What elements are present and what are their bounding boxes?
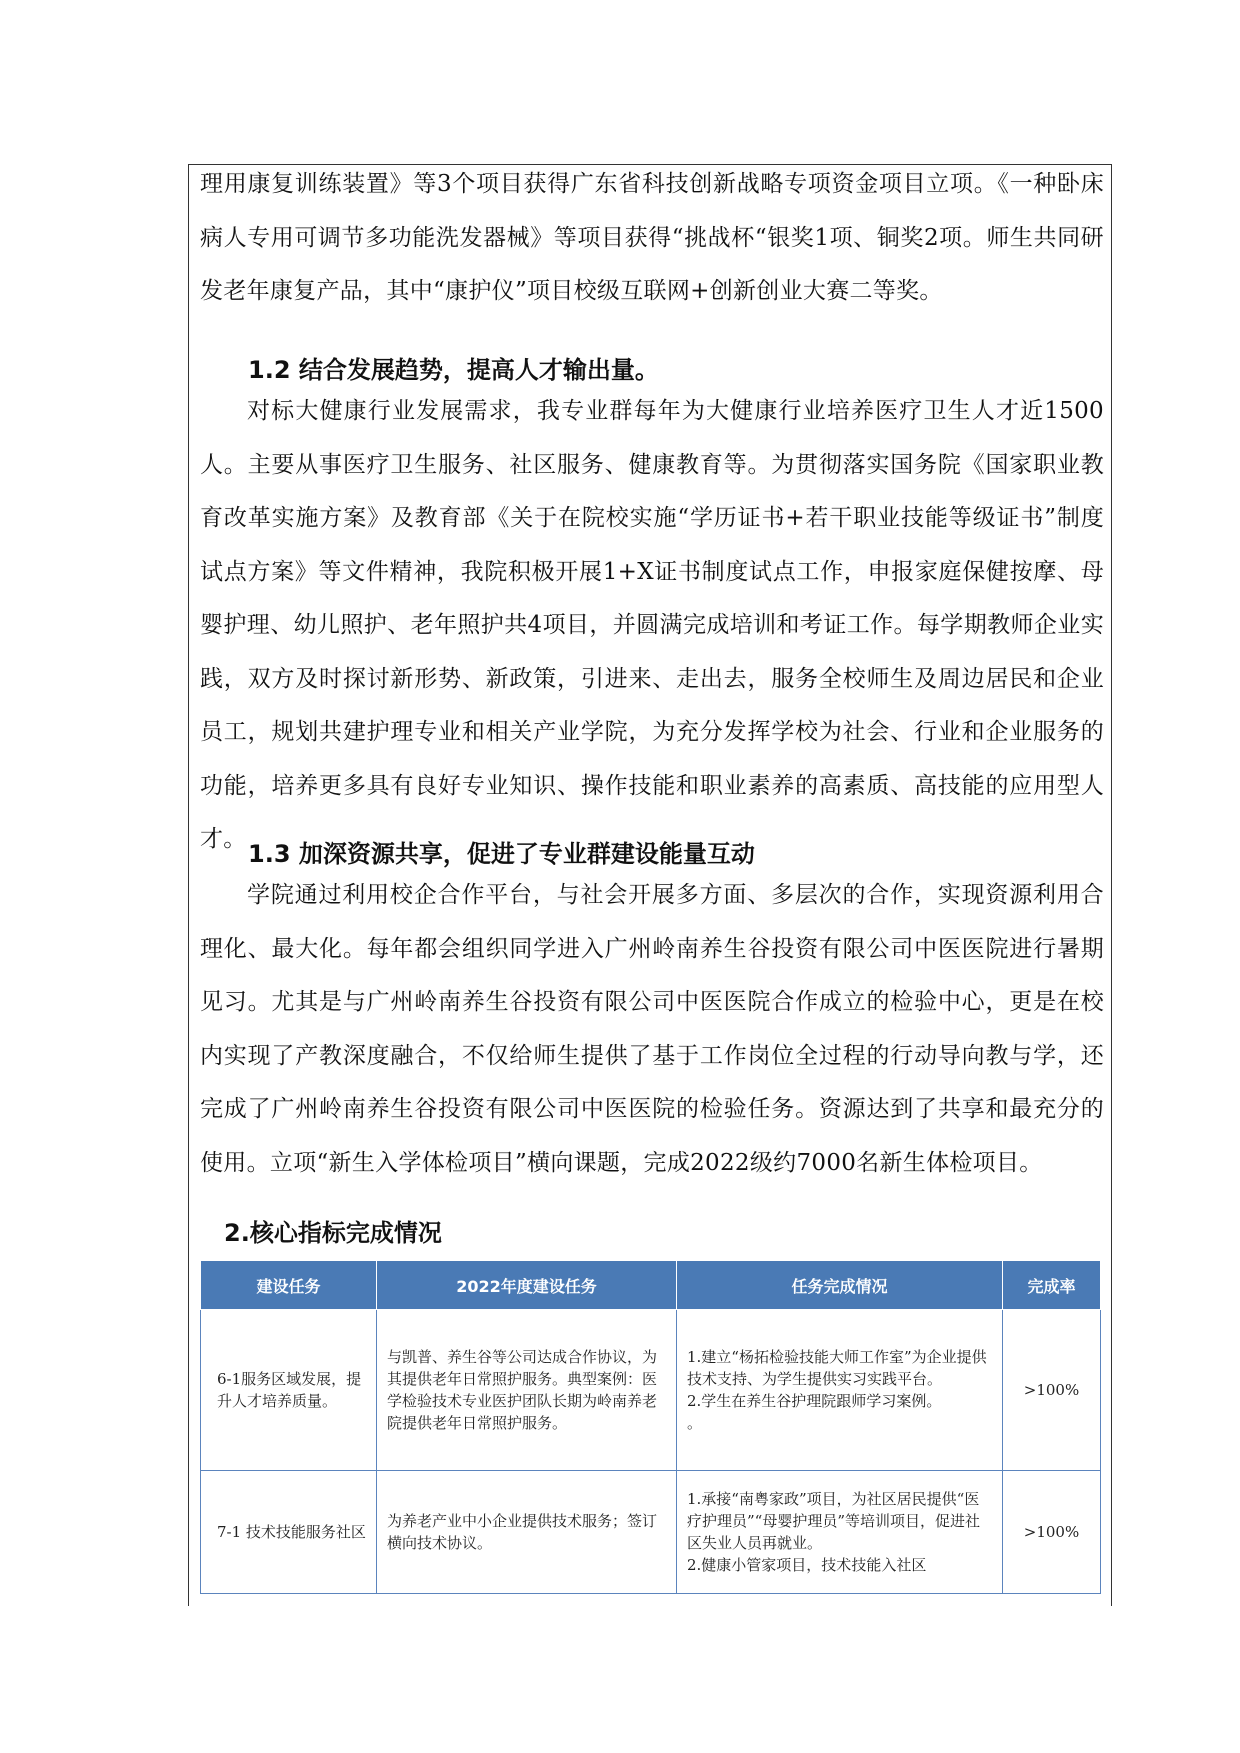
cell-status xyxy=(677,1471,1003,1594)
table-header-row xyxy=(201,1261,1101,1310)
cell-plan: 与凯普、养生谷等公司达成合作协议，为其提供老年日常照护服务。典型案例：医学检验技术专业医护团队长期为岭南养老院提供老年日常照护服务。 xyxy=(377,1310,677,1471)
cell-rate: >100% xyxy=(1003,1310,1101,1471)
paragraph-projects: 理用康复训练装置》等3个项目获得广东省科技创新战略专项资金项目立项。《一种卧床病人专用可调节多功能洗发器械》等项目获得“挑战杯“银奖1项、铜奖2项。师生共同研发老年康复产品，其中“康护仪”项目校级互联网+创新创业大赛二等奖。 xyxy=(200,171,1104,304)
header-rate: 完成率 xyxy=(1003,1261,1101,1310)
core-indicator-table xyxy=(200,1260,1101,1594)
header-annual-task: 2022年度建设任务 xyxy=(377,1261,677,1310)
section-heading-1-2: 1.2 结合发展趋势，提高人才输出量。 xyxy=(248,356,659,384)
cell-rate: >100% xyxy=(1003,1471,1101,1594)
status-line: 。 xyxy=(687,1414,703,1432)
header-status: 任务完成情况 xyxy=(677,1261,1003,1310)
status-line: 1.承接“南粤家政”项目，为社区居民提供“医疗护理员”“母婴护理员”等培训项目，促进社区失业人员再就业。 xyxy=(687,1490,981,1552)
paragraph-resource-sharing: 学院通过利用校企合作平台，与社会开展多方面、多层次的合作，实现资源利用合理化、最大化。每年都会组织同学进入广州岭南养生谷投资有限公司中医医院进行暑期见习。尤其是与广州岭南养生谷投资有限公司中医医院合作成立的检验中心，更是在校内实现了产教深度融合，不仅给师生提供了基于工作岗位全过程的行动导向教与学，还完成了广州岭南养生谷投资有限公司中医医院的检验任务。资源达到了共享和最充分的使用。立项“新生入学体检项目”横向课题，完成2022级约7000名新生体检项目。 xyxy=(200,882,1104,1176)
status-line: 2.学生在养生谷护理院跟师学习案例。 xyxy=(687,1392,942,1410)
table-row xyxy=(201,1310,1101,1471)
header-task: 建设任务 xyxy=(201,1261,377,1310)
status-line: 1.建立“杨拓检验技能大师工作室”为企业提供技术支持、为学生提供实习实践平台。 xyxy=(687,1348,987,1388)
cell-task: 6-1服务区域发展，提升人才培养质量。 xyxy=(201,1310,377,1471)
table-row xyxy=(201,1471,1101,1594)
cell-plan: 为养老产业中小企业提供技术服务；签订横向技术协议。 xyxy=(377,1471,677,1594)
section-heading-2: 2.核心指标完成情况 xyxy=(224,1219,442,1247)
cell-status xyxy=(677,1310,1003,1471)
section-heading-1-3: 1.3 加深资源共享，促进了专业群建设能量互动 xyxy=(248,840,755,868)
cell-task: 7-1 技术技能服务社区 xyxy=(201,1471,377,1594)
status-line: 2.健康小管家项目，技术技能入社区 xyxy=(687,1556,927,1574)
paragraph-talent-output: 对标大健康行业发展需求，我专业群每年为大健康行业培养医疗卫生人才近1500人。主要从事医疗卫生服务、社区服务、健康教育等。为贯彻落实国务院《国家职业教育改革实施方案》及教育部《关于在院校实施“学历证书+若干职业技能等级证书”制度试点方案》等文件精神，我院积极开展1+X证书制度试点工作，申报家庭保健按摩、母婴护理、幼儿照护、老年照护共4项目，并圆满完成培训和考证工作。每学期教师企业实践，双方及时探讨新形势、新政策，引进来、走出去，服务全校师生及周边居民和企业员工，规划共建护理专业和相关产业学院，为充分发挥学校为社会、行业和企业服务的功能，培养更多具有良好专业知识、操作技能和职业素养的高素质、高技能的应用型人才。 xyxy=(200,398,1104,852)
